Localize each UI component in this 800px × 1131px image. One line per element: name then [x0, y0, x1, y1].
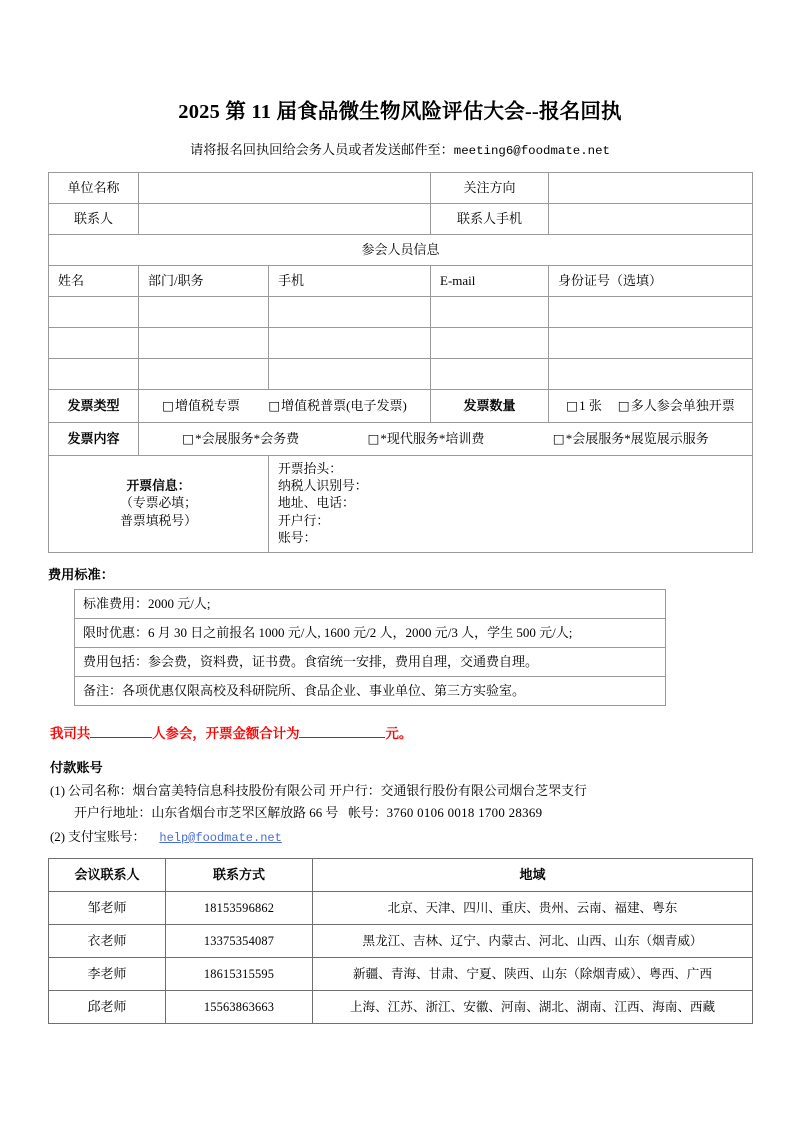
- attendee-id-input[interactable]: [549, 358, 753, 389]
- contact-phone-label: 联系人手机: [431, 203, 549, 234]
- focus-label: 关注方向: [431, 172, 549, 203]
- conference-contacts-table: [48, 858, 753, 1024]
- attendee-phone-input[interactable]: [269, 327, 431, 358]
- attendee-phone-input[interactable]: [269, 296, 431, 327]
- fee-standard-table: [74, 589, 666, 706]
- checkbox-icon[interactable]: □: [162, 397, 174, 413]
- contact-phone-input[interactable]: [549, 203, 753, 234]
- contact-label: 联系人: [49, 203, 139, 234]
- org-name-row: [49, 172, 753, 203]
- declaration-amount-blank[interactable]: [299, 737, 385, 738]
- payment-company-label: 公司名称：: [68, 784, 133, 799]
- payment-address-value: 山东省烟台市芝罘区解放路 66 号: [151, 806, 339, 821]
- billing-field-taxid[interactable]: 纳税人识别号：: [278, 479, 368, 494]
- checkbox-icon[interactable]: □: [617, 397, 630, 413]
- billing-info-label-main: 开票信息：: [126, 479, 191, 494]
- contact-phone: 15563863663: [166, 991, 313, 1024]
- attendee-dept-input[interactable]: [139, 327, 269, 358]
- payment-bank-label: 开户行：: [329, 784, 381, 799]
- contacts-col-region: 地域: [313, 859, 753, 892]
- billing-field-bank[interactable]: 开户行：: [278, 513, 330, 528]
- contact-phone: 13375354087: [166, 925, 313, 958]
- attendance-declaration: [50, 723, 752, 742]
- registration-form-table: [48, 172, 753, 553]
- payment-company-line: [50, 782, 752, 801]
- invoice-type-option-special[interactable]: [162, 397, 240, 415]
- invoice-content-options: [139, 422, 753, 455]
- invoice-type-row: [49, 389, 753, 422]
- attendees-section-label: 参会人员信息: [49, 234, 753, 265]
- submission-email: meeting6@foodmate.net: [453, 143, 610, 158]
- contact-name: 衣老师: [49, 925, 166, 958]
- invoice-count-options: [549, 389, 753, 422]
- payment-account-number: 3760 0106 0018 1700 28369: [386, 806, 543, 821]
- checkbox-icon[interactable]: □: [367, 430, 380, 446]
- table-row: [49, 925, 753, 958]
- payment-company-value: 烟台富美特信息科技股份有限公司: [132, 784, 326, 799]
- contact-name: 邱老师: [49, 991, 166, 1024]
- payment-item-index-2: (2): [50, 829, 66, 844]
- contact-region: 上海、江苏、浙江、安徽、河南、湖北、湖南、江西、海南、西藏: [313, 991, 753, 1024]
- contacts-col-phone: 联系方式: [166, 859, 313, 892]
- payment-address-label: 开户行地址：: [74, 806, 152, 821]
- checkbox-icon[interactable]: □: [552, 430, 565, 446]
- checkbox-icon[interactable]: □: [182, 430, 195, 446]
- subtitle-text: 请将报名回执回给会务人员或者发送邮件至：: [190, 141, 454, 157]
- invoice-type-option-special-label: 增值税专票: [174, 397, 240, 413]
- attendee-id-input[interactable]: [549, 296, 753, 327]
- invoice-type-options: [139, 389, 431, 422]
- fee-inclusions: 费用包括：参会费，资料费，证书费。食宿统一安排，费用自理，交通费自理。: [75, 648, 666, 677]
- invoice-content-option-training-fee[interactable]: [368, 430, 485, 448]
- attendee-col-id: 身份证号（选填）: [549, 265, 753, 296]
- payment-alipay-label: 支付宝账号：: [68, 829, 146, 844]
- attendee-row: [49, 358, 753, 389]
- payment-account-heading: 付款账号: [50, 760, 103, 776]
- table-row: [49, 892, 753, 925]
- invoice-count-option-one[interactable]: [566, 397, 602, 415]
- payment-alipay-link[interactable]: help@foodmate.net: [159, 830, 282, 845]
- invoice-content-option-exhibition-label: *会展服务*展览展示服务: [565, 430, 709, 446]
- invoice-type-option-general[interactable]: [268, 397, 406, 415]
- contact-region: 北京、天津、四川、重庆、贵州、云南、福建、粤东: [313, 892, 753, 925]
- payment-alipay-line: [50, 828, 752, 847]
- attendee-email-input[interactable]: [431, 296, 549, 327]
- attendee-col-name: 姓名: [49, 265, 139, 296]
- invoice-type-option-general-label: 增值税普票(电子发票): [281, 397, 407, 413]
- table-row: [49, 958, 753, 991]
- contact-name: 李老师: [49, 958, 166, 991]
- attendee-name-input[interactable]: [49, 296, 139, 327]
- attendee-col-email: E-mail: [431, 265, 549, 296]
- billing-field-title[interactable]: 开票抬头：: [278, 461, 342, 476]
- org-name-label: 单位名称: [49, 172, 139, 203]
- contact-phone: 18615315595: [166, 958, 313, 991]
- attendee-dept-input[interactable]: [139, 358, 269, 389]
- billing-info-note-2: 普票填税号）: [120, 513, 197, 528]
- fee-remarks: 备注：各项优惠仅限高校及科研院所、食品企业、事业单位、第三方实验室。: [75, 677, 666, 706]
- invoice-count-option-separate-label: 多人参会单独开票: [630, 397, 735, 413]
- fee-row: [75, 648, 666, 677]
- fee-row: [75, 590, 666, 619]
- declaration-part-1: 我司共: [50, 726, 91, 742]
- invoice-count-option-separate[interactable]: [618, 397, 735, 415]
- contact-phone: 18153596862: [166, 892, 313, 925]
- billing-info-note-1: （专票必填；: [120, 496, 197, 511]
- billing-field-address-phone[interactable]: 地址、电话：: [278, 496, 355, 511]
- invoice-count-label: 发票数量: [431, 389, 549, 422]
- attendee-name-input[interactable]: [49, 358, 139, 389]
- contact-input[interactable]: [139, 203, 431, 234]
- fee-row: [75, 677, 666, 706]
- attendee-col-phone: 手机: [269, 265, 431, 296]
- checkbox-icon[interactable]: □: [566, 397, 579, 413]
- invoice-content-label: 发票内容: [49, 422, 139, 455]
- invoice-content-option-service-fee-label: *会展服务*会务费: [195, 430, 300, 446]
- contacts-header-row: [49, 859, 753, 892]
- invoice-count-option-one-label: 1 张: [579, 397, 602, 413]
- attendee-email-input[interactable]: [431, 358, 549, 389]
- invoice-content-option-service-fee[interactable]: [182, 430, 299, 448]
- attendee-col-dept: 部门/职务: [139, 265, 269, 296]
- fee-row: [75, 619, 666, 648]
- contact-name: 邹老师: [49, 892, 166, 925]
- invoice-content-option-training-fee-label: *现代服务*培训费: [380, 430, 485, 446]
- attendee-row: [49, 327, 753, 358]
- page-subtitle: [48, 126, 752, 172]
- payment-account-label: 帐号：: [347, 806, 387, 821]
- focus-input[interactable]: [549, 172, 753, 203]
- attendee-name-input[interactable]: [49, 327, 139, 358]
- billing-info-label: [49, 455, 269, 552]
- invoice-type-label: 发票类型: [49, 389, 139, 422]
- billing-info-row: [49, 455, 753, 552]
- contact-region: 黑龙江、吉林、辽宁、内蒙古、河北、山西、山东（烟青威）: [313, 925, 753, 958]
- declaration-part-3: 元。: [385, 726, 413, 742]
- fee-standard-heading: 费用标准：: [48, 567, 114, 583]
- attendees-section-row: [49, 234, 753, 265]
- payment-address-line: [74, 804, 752, 823]
- invoice-content-row: [49, 422, 753, 455]
- attendee-email-input[interactable]: [431, 327, 549, 358]
- billing-field-account[interactable]: 账号：: [278, 530, 317, 545]
- fee-standard-price: 标准费用：2000 元/人;: [75, 590, 666, 619]
- attendee-row: [49, 296, 753, 327]
- attendee-id-input[interactable]: [549, 327, 753, 358]
- contact-region: 新疆、青海、甘肃、宁夏、陕西、山东（除烟青威）、粤西、广西: [313, 958, 753, 991]
- contacts-col-name: 会议联系人: [49, 859, 166, 892]
- declaration-count-blank[interactable]: [90, 737, 152, 738]
- declaration-part-2: 人参会，开票金额合计为: [152, 726, 300, 742]
- attendee-dept-input[interactable]: [139, 296, 269, 327]
- payment-bank-value: 交通银行股份有限公司烟台芝罘支行: [380, 784, 587, 799]
- payment-item-index-1: (1): [50, 784, 66, 799]
- invoice-content-option-exhibition[interactable]: [553, 430, 709, 448]
- fee-early-bird: 限时优惠：6 月 30 日之前报名 1000 元/人, 1600 元/2 人，2000 元/3 人，学生 500 元/人;: [75, 619, 666, 648]
- attendee-phone-input[interactable]: [269, 358, 431, 389]
- billing-info-fields[interactable]: [269, 455, 753, 552]
- org-name-input[interactable]: [139, 172, 431, 203]
- attendee-header-row: [49, 265, 753, 296]
- checkbox-icon[interactable]: □: [268, 397, 281, 413]
- contact-row: [49, 203, 753, 234]
- table-row: [49, 991, 753, 1024]
- page-title: 2025 第 11 届食品微生物风险评估大会--报名回执: [178, 101, 622, 123]
